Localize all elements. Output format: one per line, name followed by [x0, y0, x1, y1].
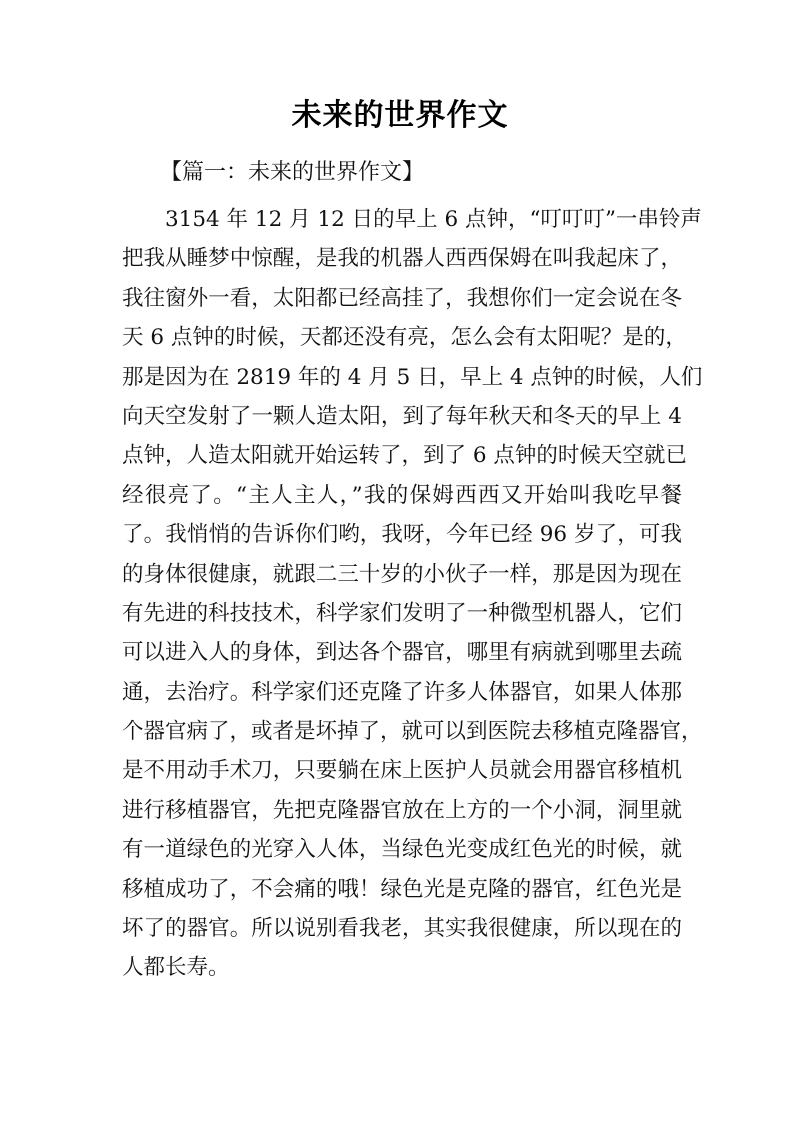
- paragraph-line: 有一道绿色的光穿入人体，当绿色光变成红色光的时候，就: [122, 837, 682, 863]
- paragraph-line: 的身体很健康，就跟二三十岁的小伙子一样，那是因为现在: [122, 561, 682, 587]
- paragraph-line: 向天空发射了一颗人造太阳，到了每年秋天和冬天的早上 4: [122, 403, 682, 429]
- paragraph-line: 是不用动手术刀，只要躺在床上医护人员就会用器官移植机: [122, 758, 682, 784]
- paragraph-line: 移植成功了，不会痛的哦！绿色光是克隆的器官，红色光是: [122, 876, 682, 902]
- paragraph-line: 坏了的器官。所以说别看我老，其实我很健康，所以现在的: [122, 916, 682, 942]
- document-title: 未来的世界作文: [291, 98, 509, 133]
- paragraph-line: 了。我悄悄的告诉你们哟，我呀，今年已经 96 岁了，可我: [122, 522, 682, 548]
- paragraph-line: 点钟，人造太阳就开始运转了，到了 6 点钟的时候天空就已: [122, 443, 687, 469]
- paragraph-line: 通，去治疗。科学家们还克隆了许多人体器官，如果人体那: [122, 679, 682, 705]
- paragraph-line: 个器官病了，或者是坏掉了，就可以到医院去移植克隆器官，: [122, 719, 703, 745]
- paragraph-line: 3154 年 12 月 12 日的早上 6 点钟，“叮叮叮”一串铃声: [165, 207, 702, 232]
- essay-paragraph: [122, 200, 703, 988]
- paragraph-line: 经很亮了。“主人主人，”我的保姆西西又开始叫我吃早餐: [122, 482, 682, 508]
- paragraph-line: 那是因为在 2819 年的 4 月 5 日，早上 4 点钟的时候，人们: [122, 364, 703, 390]
- paragraph-line: 我往窗外一看，太阳都已经高挂了，我想你们一定会说在冬: [122, 285, 682, 311]
- paragraph-line: 进行移植器官，先把克隆器官放在上方的一个小洞，洞里就: [122, 797, 682, 823]
- paragraph-line: 把我从睡梦中惊醒，是我的机器人西西保姆在叫我起床了，: [122, 246, 682, 272]
- paragraph-line: 天 6 点钟的时候，天都还没有亮，怎么会有太阳呢？是的，: [122, 325, 687, 351]
- paragraph-line: 人都长寿。: [122, 955, 230, 981]
- section-heading: 【篇一：未来的世界作文】: [160, 160, 425, 185]
- paragraph-line: 有先进的科技技术，科学家们发明了一种微型机器人，它们: [122, 600, 682, 626]
- paragraph-line: 可以进入人的身体，到达各个器官，哪里有病就到哪里去疏: [122, 640, 682, 666]
